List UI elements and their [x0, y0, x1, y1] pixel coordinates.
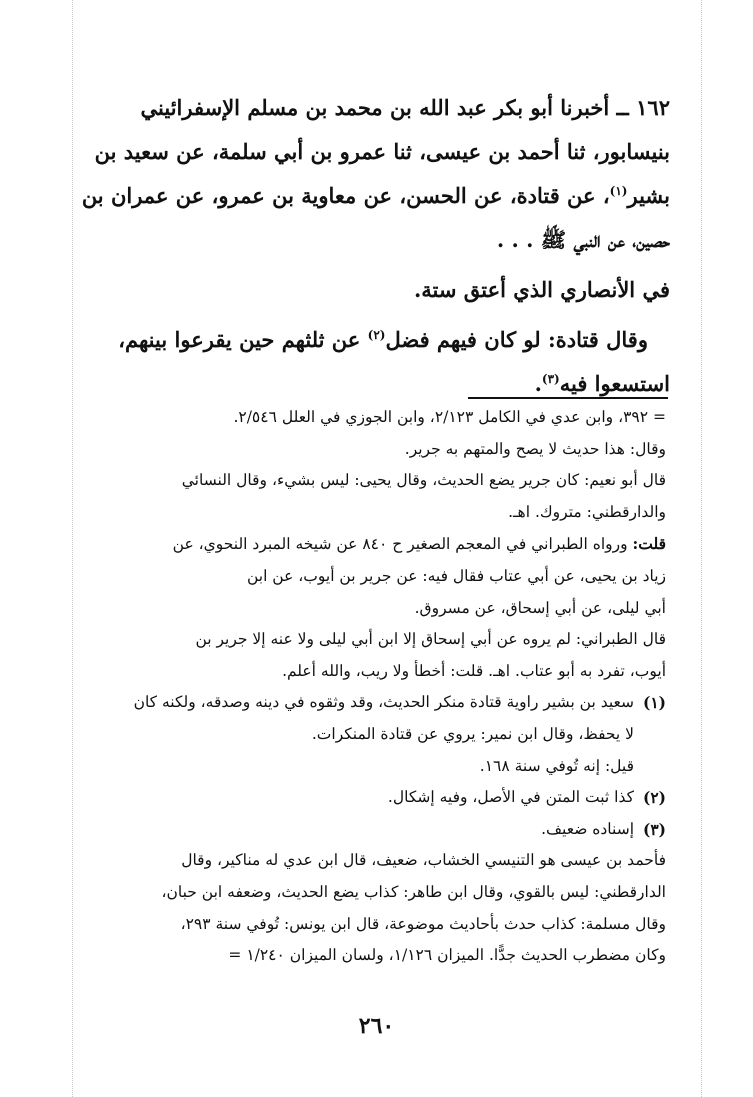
note-line: والدارقطني: متروك. اهـ.	[508, 502, 666, 521]
footnote-ref-3[interactable]: (٣)	[541, 372, 560, 386]
note-line: لا يحفظ، وقال ابن نمير: يروي عن قتادة المنكرات.	[311, 724, 634, 743]
note-line: إسناده ضعيف.	[541, 819, 634, 838]
footnote-2	[80, 782, 666, 814]
footnote-separator	[468, 397, 668, 399]
hadith-line: في الأنصاري الذي أعتق ستة.	[413, 277, 670, 302]
footnote-number: (٣)	[642, 819, 666, 839]
note-line: سعيد بن بشير راوية قتادة منكر الحديث، وقد وثقوه في دينه وصدقه، ولكنه كان	[133, 693, 634, 712]
note-line: وقال: هذا حديث لا يصح والمتهم به جرير.	[404, 439, 666, 458]
hadith-text	[80, 86, 670, 406]
note-line: أيوب، تفرد به أبو عتاب. اهـ. قلت: أخطأ ولا ريب، والله أعلم.	[282, 661, 666, 680]
page-number: ٢٦٠	[358, 1013, 395, 1039]
hadith-line: حصين، عن النبي ﷺ . . .	[496, 227, 670, 252]
hadith-line: بشير$^{(١)}$، عن قتادة، عن الحسن، عن معاوية بن عمرو، عن عمران بن	[81, 183, 670, 208]
note-line: كذا ثبت المتن في الأصل، وفيه إشكال.	[387, 788, 634, 807]
note-line: زياد بن يحيى، عن أبي عتاب فقال فيه: عن جرير بن أيوب، عن ابن	[246, 566, 666, 585]
footnote-3	[80, 814, 666, 846]
note-line: قال الطبراني: لم يروه عن أبي إسحاق إلا ابن أبي ليلى ولا عنه إلا جرير بن	[195, 630, 666, 649]
footnote-ref-1[interactable]: (١)	[609, 184, 628, 198]
hadith-line: بنيسابور، ثنا أحمد بن عيسى، ثنا عمرو بن أبي سلمة، عن سعيد بن	[94, 139, 670, 164]
footnote-1	[80, 687, 666, 782]
note-line: وكان مضطرب الحديث جدًّا. الميزان ١/١٢٦، ولسان الميزان ١/٢٤٠ =	[228, 946, 666, 965]
right-margin-guide	[701, 0, 702, 1097]
note-line: قيل: إنه تُوفي سنة ١٦٨.	[479, 756, 634, 775]
hadith-line: ١٦٢ ــ أخبرنا أبو بكر عبد الله بن محمد بن مسلم الإسفرائيني	[140, 95, 670, 120]
qult-label: قلت:	[632, 534, 666, 554]
footnote-number: (٢)	[642, 788, 666, 808]
note-line: = ٣٩٢، وابن عدي في الكامل ٢/١٢٣، وابن الجوزي في العلل ٢/٥٤٦.	[233, 408, 666, 426]
note-line: وقال مسلمة: كذاب حدث بأحاديث موضوعة، قال ابن يونس: تُوفي سنة ٢٩٣،	[180, 914, 666, 933]
footnotes	[80, 402, 666, 972]
note-line: أبي ليلى، عن أبي إسحاق، عن مسروق.	[414, 598, 666, 617]
hadith-line: وقال قتادة: لو كان فيهم فضل$^{(٢)}$ عن ثلثهم حين يقرعوا بينهم،	[118, 327, 648, 352]
footnote-ref-2[interactable]: (٢)	[367, 328, 386, 342]
note-line: قلت: ورواه الطبراني في المعجم الصغير ح ٨٤٠ عن شيخه المبرد النحوي، عن	[172, 534, 666, 554]
hadith-line: استسعوا فيه$^{(٣)}$.	[534, 371, 670, 396]
note-line: قال أبو نعيم: كان جرير يضع الحديث، وقال يحيى: ليس بشيء، وقال النسائي	[181, 471, 666, 490]
footnote-number: (١)	[642, 693, 666, 713]
note-line: الدارقطني: ليس بالقوي، وقال ابن طاهر: كذاب يضع الحديث، وضعفه ابن حبان،	[161, 882, 666, 901]
note-line: فأحمد بن عيسى هو التنيسي الخشاب، ضعيف، قال ابن عدي له مناكير، وقال	[181, 851, 666, 870]
left-margin-guide	[72, 0, 73, 1097]
